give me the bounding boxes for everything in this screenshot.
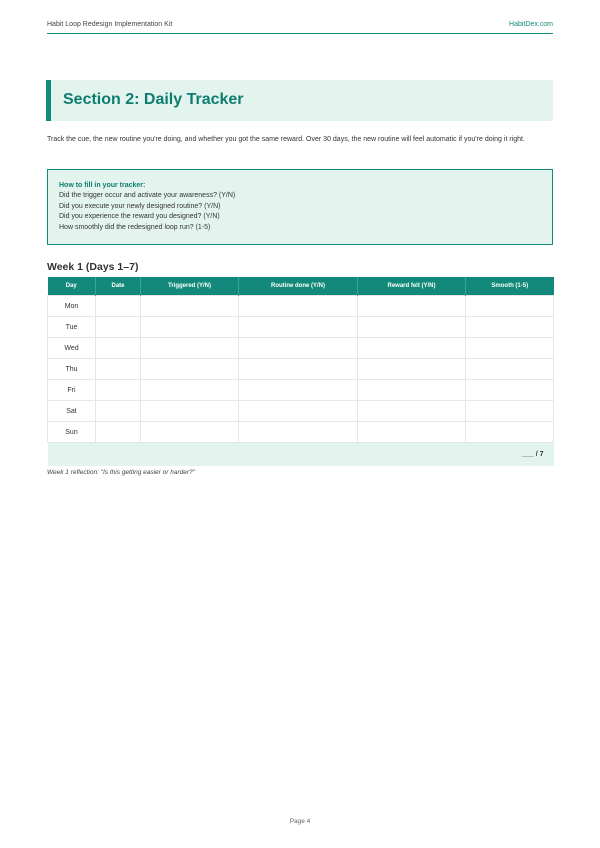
triggered-cell[interactable] (141, 422, 239, 443)
triggered-cell[interactable] (141, 380, 239, 401)
table-row (48, 380, 554, 401)
table-row (48, 338, 554, 359)
date-cell[interactable] (96, 296, 141, 317)
reward-cell[interactable] (358, 359, 466, 380)
table-row (48, 422, 554, 443)
page-header (47, 17, 553, 34)
table-row (48, 317, 554, 338)
week-reflection-prompt: Week 1 reflection: "Is this getting easier or harder?" (47, 469, 195, 476)
triggered-cell[interactable] (141, 317, 239, 338)
column-header-smooth: Smooth (1-5) (466, 277, 554, 296)
routine-cell[interactable] (239, 359, 358, 380)
reward-cell[interactable] (358, 401, 466, 422)
date-cell[interactable] (96, 380, 141, 401)
column-header-date: Date (96, 277, 141, 296)
routine-cell[interactable] (239, 380, 358, 401)
routine-cell[interactable] (239, 296, 358, 317)
smooth-cell[interactable] (466, 296, 554, 317)
date-cell[interactable] (96, 359, 141, 380)
week-title: Week 1 (Days 1–7) (47, 261, 139, 273)
intro-paragraph: Track the cue, the new routine you're doing, and whether you got the same reward. Over 30 days, the new routine will feel automatic if you're doing it right. (47, 136, 525, 143)
smooth-cell[interactable] (466, 338, 554, 359)
instruction-item: Did the trigger occur and activate your awareness? (Y/N) (59, 192, 236, 199)
smooth-cell[interactable] (466, 317, 554, 338)
day-cell: Thu (48, 359, 96, 380)
table-row (48, 296, 554, 317)
triggered-cell[interactable] (141, 296, 239, 317)
routine-cell[interactable] (239, 317, 358, 338)
section-title: Section 2: Daily Tracker (63, 91, 244, 108)
reward-cell[interactable] (358, 380, 466, 401)
column-header-day: Day (48, 277, 96, 296)
smooth-cell[interactable] (466, 359, 554, 380)
table-row (48, 359, 554, 380)
smooth-cell[interactable] (466, 422, 554, 443)
routine-cell[interactable] (239, 422, 358, 443)
instruction-item: How smoothly did the redesigned loop run? (1-5) (59, 223, 211, 231)
instruction-item: Did you experience the reward you designed? (Y/N) (59, 213, 220, 220)
day-cell: Sun (48, 422, 96, 443)
page-number: Page 4 (289, 818, 311, 825)
day-cell: Wed (48, 338, 96, 359)
date-cell[interactable] (96, 401, 141, 422)
smooth-cell[interactable] (466, 401, 554, 422)
routine-cell[interactable] (239, 338, 358, 359)
instructions-title: How to fill in your tracker: (59, 182, 146, 189)
day-cell: Tue (48, 317, 96, 338)
table-header-row (48, 277, 554, 296)
triggered-cell[interactable] (141, 401, 239, 422)
date-cell[interactable] (96, 422, 141, 443)
date-cell[interactable] (96, 317, 141, 338)
triggered-cell[interactable] (141, 359, 239, 380)
reward-cell[interactable] (358, 338, 466, 359)
table-row (48, 401, 554, 422)
week-total[interactable]: ___ / 7 (48, 443, 554, 467)
summary-row (48, 443, 554, 467)
reward-cell[interactable] (358, 317, 466, 338)
day-cell: Mon (48, 296, 96, 317)
column-header-triggered: Triggered (Y/N) (141, 277, 239, 296)
instructions-box (47, 169, 553, 245)
instruction-item: Did you execute your newly designed routine? (Y/N) (59, 202, 221, 210)
tracker-table (47, 277, 554, 466)
column-header-reward: Reward felt (Y/N) (358, 277, 466, 296)
day-cell: Sat (48, 401, 96, 422)
site-link[interactable]: HabitDex.com (509, 21, 553, 28)
document-title: Habit Loop Redesign Implementation Kit (47, 21, 173, 28)
reward-cell[interactable] (358, 422, 466, 443)
section-banner (46, 80, 553, 121)
triggered-cell[interactable] (141, 338, 239, 359)
column-header-routine: Routine done (Y/N) (239, 277, 358, 296)
day-cell: Fri (48, 380, 96, 401)
smooth-cell[interactable] (466, 380, 554, 401)
reward-cell[interactable] (358, 296, 466, 317)
routine-cell[interactable] (239, 401, 358, 422)
date-cell[interactable] (96, 338, 141, 359)
